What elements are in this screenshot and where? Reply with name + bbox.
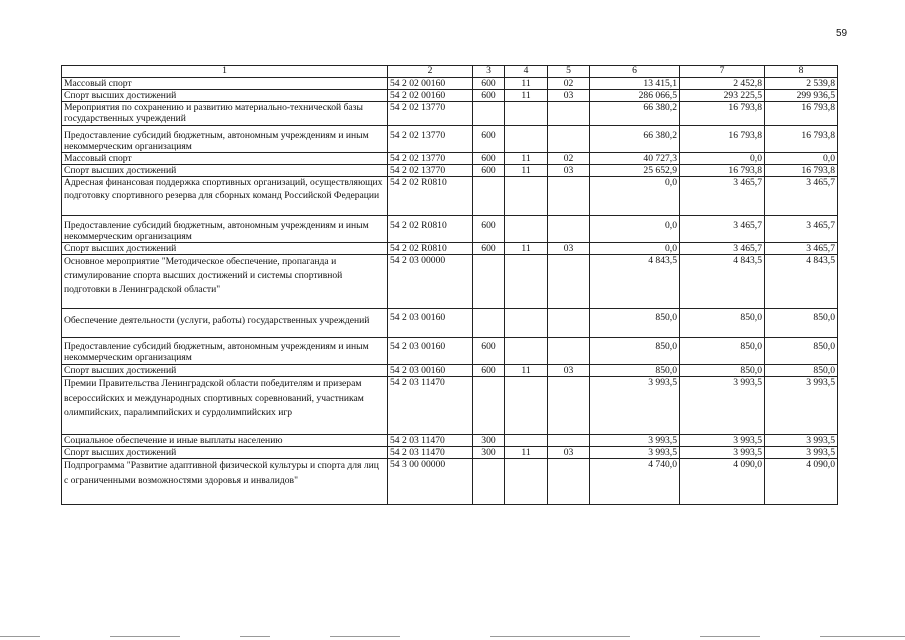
row-value-8: 16 793,8 — [765, 165, 838, 177]
edge-mark — [0, 636, 40, 637]
row-vr: 600 — [473, 216, 505, 243]
row-rz: 11 — [505, 243, 548, 255]
row-pr: 02 — [548, 153, 590, 165]
row-vr: 300 — [473, 435, 505, 447]
row-value-6: 850,0 — [590, 309, 680, 338]
row-rz: 11 — [505, 447, 548, 459]
row-name: Социальное обеспечение и иные выплаты населению — [62, 435, 388, 447]
row-value-6: 13 415,1 — [590, 78, 680, 90]
row-pr: 02 — [548, 78, 590, 90]
table-row — [62, 459, 838, 505]
row-value-6: 25 652,9 — [590, 165, 680, 177]
row-pr — [548, 255, 590, 309]
row-code: 54 2 02 R0810 — [388, 243, 473, 255]
table-row — [62, 255, 838, 309]
edge-mark — [490, 636, 630, 637]
row-value-7: 4 090,0 — [680, 459, 765, 505]
row-code: 54 2 02 00160 — [388, 78, 473, 90]
row-value-8: 16 793,8 — [765, 126, 838, 153]
row-value-8: 3 993,5 — [765, 435, 838, 447]
row-value-6: 40 727,3 — [590, 153, 680, 165]
table-row — [62, 435, 838, 447]
row-value-7: 850,0 — [680, 338, 765, 365]
row-pr: 03 — [548, 447, 590, 459]
row-code: 54 2 02 00160 — [388, 90, 473, 102]
row-code: 54 2 03 00160 — [388, 338, 473, 365]
row-value-8: 3 993,5 — [765, 377, 838, 435]
row-name: Спорт высших достижений — [62, 447, 388, 459]
row-pr — [548, 377, 590, 435]
row-rz — [505, 435, 548, 447]
row-pr: 03 — [548, 165, 590, 177]
row-value-8: 850,0 — [765, 338, 838, 365]
row-value-6: 4 740,0 — [590, 459, 680, 505]
row-vr — [473, 459, 505, 505]
row-value-8: 3 465,7 — [765, 243, 838, 255]
edge-mark — [700, 636, 760, 637]
row-value-7: 0,0 — [680, 153, 765, 165]
scan-edge-marks — [0, 632, 905, 640]
column-header-5: 5 — [548, 66, 590, 78]
row-pr — [548, 102, 590, 126]
row-code: 54 2 02 R0810 — [388, 177, 473, 216]
row-pr: 03 — [548, 365, 590, 377]
row-value-7: 3 465,7 — [680, 216, 765, 243]
row-value-8: 16 793,8 — [765, 102, 838, 126]
row-code: 54 2 02 R0810 — [388, 216, 473, 243]
row-pr — [548, 459, 590, 505]
column-header-6: 6 — [590, 66, 680, 78]
row-value-6: 3 993,5 — [590, 447, 680, 459]
row-rz — [505, 309, 548, 338]
row-pr: 03 — [548, 243, 590, 255]
row-vr — [473, 102, 505, 126]
row-rz: 11 — [505, 365, 548, 377]
row-name: Спорт высших достижений — [62, 243, 388, 255]
edge-mark — [820, 636, 905, 637]
row-name: Адресная финансовая поддержка спортивных организаций, осуществляющих подготовку спортивного резерва для сборных команд Российской Федерации — [62, 177, 388, 216]
row-code: 54 2 03 00160 — [388, 309, 473, 338]
table-row — [62, 177, 838, 216]
column-header-1: 1 — [62, 66, 388, 78]
row-value-6: 0,0 — [590, 243, 680, 255]
row-name: Предоставление субсидий бюджетным, автономным учреждениям и иным некоммерческим организациям — [62, 338, 388, 365]
row-value-7: 16 793,8 — [680, 126, 765, 153]
row-value-7: 3 465,7 — [680, 243, 765, 255]
row-name: Мероприятия по сохранению и развитию материально-технической базы государственных учреждений — [62, 102, 388, 126]
row-value-7: 4 843,5 — [680, 255, 765, 309]
row-value-7: 850,0 — [680, 365, 765, 377]
row-pr — [548, 435, 590, 447]
row-value-8: 2 539,8 — [765, 78, 838, 90]
row-value-6: 0,0 — [590, 216, 680, 243]
table-row — [62, 78, 838, 90]
table-row — [62, 309, 838, 338]
row-value-6: 4 843,5 — [590, 255, 680, 309]
row-name: Обеспечение деятельности (услуги, работы) государственных учреждений — [62, 309, 388, 338]
row-name: Спорт высших достижений — [62, 165, 388, 177]
row-value-7: 3 993,5 — [680, 377, 765, 435]
row-name: Массовый спорт — [62, 78, 388, 90]
row-rz — [505, 126, 548, 153]
row-name: Основное мероприятие "Методическое обеспечение, пропаганда и стимулирование спорта высших достижений и системы спортивной подготовки в Ленинградской области" — [62, 255, 388, 309]
row-rz: 11 — [505, 78, 548, 90]
row-value-7: 293 225,5 — [680, 90, 765, 102]
row-value-8: 299 936,5 — [765, 90, 838, 102]
row-value-8: 3 993,5 — [765, 447, 838, 459]
table-row — [62, 90, 838, 102]
row-rz — [505, 216, 548, 243]
row-value-6: 66 380,2 — [590, 126, 680, 153]
row-vr: 600 — [473, 153, 505, 165]
row-rz — [505, 338, 548, 365]
row-name: Предоставление субсидий бюджетным, автономным учреждениям и иным некоммерческим организациям — [62, 126, 388, 153]
row-code: 54 2 03 11470 — [388, 435, 473, 447]
row-vr: 600 — [473, 243, 505, 255]
row-pr: 03 — [548, 90, 590, 102]
row-vr: 600 — [473, 365, 505, 377]
row-value-6: 850,0 — [590, 365, 680, 377]
row-code: 54 2 02 13770 — [388, 165, 473, 177]
row-name: Премии Правительства Ленинградской области победителям и призерам всероссийских и международных спортивных соревнований, участникам олимпийских, паралимпийских и сурдолимпийских игр — [62, 377, 388, 435]
row-value-8: 850,0 — [765, 309, 838, 338]
row-vr — [473, 377, 505, 435]
column-header-4: 4 — [505, 66, 548, 78]
row-code: 54 2 03 11470 — [388, 377, 473, 435]
table-header-row — [62, 66, 838, 78]
row-code: 54 2 03 00160 — [388, 365, 473, 377]
row-value-7: 3 993,5 — [680, 435, 765, 447]
table-row — [62, 243, 838, 255]
row-name: Предоставление субсидий бюджетным, автономным учреждениям и иным некоммерческим организациям — [62, 216, 388, 243]
row-rz — [505, 459, 548, 505]
row-rz: 11 — [505, 153, 548, 165]
row-rz: 11 — [505, 90, 548, 102]
row-value-8: 3 465,7 — [765, 216, 838, 243]
row-value-7: 16 793,8 — [680, 165, 765, 177]
row-vr — [473, 255, 505, 309]
row-value-7: 3 993,5 — [680, 447, 765, 459]
row-vr: 600 — [473, 78, 505, 90]
row-code: 54 2 03 00000 — [388, 255, 473, 309]
budget-table — [61, 65, 838, 505]
row-value-8: 3 465,7 — [765, 177, 838, 216]
table-row — [62, 216, 838, 243]
row-value-6: 3 993,5 — [590, 377, 680, 435]
row-value-7: 2 452,8 — [680, 78, 765, 90]
row-code: 54 2 02 13770 — [388, 102, 473, 126]
row-value-8: 4 843,5 — [765, 255, 838, 309]
table-row — [62, 447, 838, 459]
row-vr: 600 — [473, 338, 505, 365]
row-pr — [548, 216, 590, 243]
edge-mark — [110, 636, 180, 637]
row-vr — [473, 309, 505, 338]
row-name: Спорт высших достижений — [62, 365, 388, 377]
row-name: Массовый спорт — [62, 153, 388, 165]
row-vr: 600 — [473, 126, 505, 153]
row-code: 54 3 00 00000 — [388, 459, 473, 505]
table-row — [62, 377, 838, 435]
table-row — [62, 153, 838, 165]
page-number: 59 — [836, 28, 848, 39]
row-pr — [548, 126, 590, 153]
row-value-7: 16 793,8 — [680, 102, 765, 126]
row-vr: 600 — [473, 90, 505, 102]
table-row — [62, 165, 838, 177]
column-header-7: 7 — [680, 66, 765, 78]
row-value-8: 0,0 — [765, 153, 838, 165]
column-header-8: 8 — [765, 66, 838, 78]
row-value-6: 0,0 — [590, 177, 680, 216]
column-header-2: 2 — [388, 66, 473, 78]
table-row — [62, 126, 838, 153]
row-vr: 600 — [473, 165, 505, 177]
row-value-8: 4 090,0 — [765, 459, 838, 505]
row-rz — [505, 377, 548, 435]
row-value-7: 850,0 — [680, 309, 765, 338]
table-row — [62, 102, 838, 126]
row-rz: 11 — [505, 165, 548, 177]
row-name: Подпрограмма "Развитие адаптивной физической культуры и спорта для лиц с ограниченными возможностями здоровья и инвалидов" — [62, 459, 388, 505]
row-code: 54 2 03 11470 — [388, 447, 473, 459]
edge-mark — [240, 636, 270, 637]
row-value-6: 3 993,5 — [590, 435, 680, 447]
row-pr — [548, 177, 590, 216]
table-row — [62, 365, 838, 377]
row-pr — [548, 309, 590, 338]
row-value-6: 286 066,5 — [590, 90, 680, 102]
row-code: 54 2 02 13770 — [388, 126, 473, 153]
column-header-3: 3 — [473, 66, 505, 78]
row-rz — [505, 102, 548, 126]
row-name: Спорт высших достижений — [62, 90, 388, 102]
edge-mark — [330, 636, 400, 637]
row-pr — [548, 338, 590, 365]
row-code: 54 2 02 13770 — [388, 153, 473, 165]
row-value-7: 3 465,7 — [680, 177, 765, 216]
table-row — [62, 338, 838, 365]
row-vr: 300 — [473, 447, 505, 459]
row-value-8: 850,0 — [765, 365, 838, 377]
row-value-6: 66 380,2 — [590, 102, 680, 126]
row-rz — [505, 177, 548, 216]
row-vr — [473, 177, 505, 216]
row-rz — [505, 255, 548, 309]
row-value-6: 850,0 — [590, 338, 680, 365]
